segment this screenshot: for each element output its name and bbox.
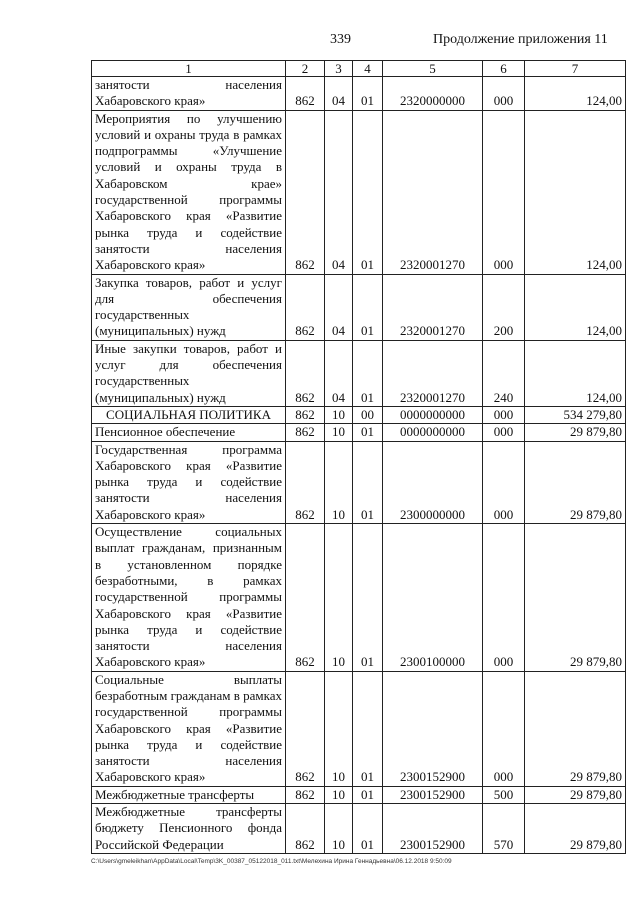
row-subsection-code: 01 — [353, 441, 383, 523]
row-subsection-code: 01 — [353, 671, 383, 786]
row-expense-type: 000 — [483, 77, 525, 111]
table-row — [92, 110, 626, 274]
row-target-code: 2320001270 — [383, 110, 483, 274]
table-row — [92, 340, 626, 406]
row-expense-type: 240 — [483, 340, 525, 406]
row-expense-type: 000 — [483, 441, 525, 523]
row-target-code: 0000000000 — [383, 424, 483, 441]
row-target-code: 2300152900 — [383, 786, 483, 803]
row-name: Осуществление социальных выплат гражданам, признанным в установленном порядке безработными, в рамках государственной программы Хабаровского края «Развитие рынка труда и содействие занятости населения Хабаровского края» — [92, 524, 286, 672]
row-ved-code: 862 — [286, 671, 325, 786]
row-expense-type: 000 — [483, 671, 525, 786]
table-row — [92, 441, 626, 523]
col-header-1: 1 — [92, 61, 286, 77]
row-expense-type: 000 — [483, 406, 525, 423]
row-target-code: 0000000000 — [383, 406, 483, 423]
row-amount: 29 879,80 — [525, 424, 626, 441]
page-number: 339 — [330, 32, 351, 47]
row-amount: 29 879,80 — [525, 804, 626, 854]
row-subsection-code: 01 — [353, 77, 383, 111]
row-section-code: 10 — [325, 441, 353, 523]
row-target-code: 2300152900 — [383, 671, 483, 786]
row-name: Мероприятия по улучшению условий и охраны труда в рамках подпрограммы «Улучшение условий и охраны труда в Хабаровском крае» государственной программы Хабаровского края «Развитие рынка труда и содействие занятости населения Хабаровского края» — [92, 110, 286, 274]
header-row — [92, 61, 626, 77]
row-name: Иные закупки товаров, работ и услуг для обеспечения государственных (муниципальных) нужд — [92, 340, 286, 406]
row-name: Государственная программа Хабаровского края «Развитие рынка труда и содействие занятости населения Хабаровского края» — [92, 441, 286, 523]
table-row — [92, 786, 626, 803]
table-row — [92, 406, 626, 423]
row-amount: 124,00 — [525, 77, 626, 111]
row-section-code: 10 — [325, 804, 353, 854]
row-section-code: 10 — [325, 424, 353, 441]
row-ved-code: 862 — [286, 786, 325, 803]
row-amount: 124,00 — [525, 340, 626, 406]
row-amount: 124,00 — [525, 274, 626, 340]
col-header-3: 3 — [325, 61, 353, 77]
col-header-7: 7 — [525, 61, 626, 77]
table-row — [92, 804, 626, 854]
row-amount: 29 879,80 — [525, 524, 626, 672]
row-section-code: 10 — [325, 671, 353, 786]
row-ved-code: 862 — [286, 424, 325, 441]
row-target-code: 2300100000 — [383, 524, 483, 672]
table-row — [92, 524, 626, 672]
col-header-2: 2 — [286, 61, 325, 77]
row-amount: 29 879,80 — [525, 671, 626, 786]
col-header-4: 4 — [353, 61, 383, 77]
row-subsection-code: 00 — [353, 406, 383, 423]
row-subsection-code: 01 — [353, 274, 383, 340]
row-subsection-code: 01 — [353, 804, 383, 854]
table-row — [92, 274, 626, 340]
row-expense-type: 570 — [483, 804, 525, 854]
row-expense-type: 000 — [483, 110, 525, 274]
table-row — [92, 671, 626, 786]
row-expense-type: 200 — [483, 274, 525, 340]
row-expense-type: 000 — [483, 424, 525, 441]
budget-table — [91, 60, 626, 854]
col-header-6: 6 — [483, 61, 525, 77]
file-path-footer: C:\Users\gmeleikhan\AppData\Local\Temp\3K_00387_05122018_011.txt\Мелехина Ирина Геннадьевна\06.12.2018 9:50:09 — [91, 858, 452, 865]
row-name: СОЦИАЛЬНАЯ ПОЛИТИКА — [92, 406, 286, 423]
row-target-code: 2320001270 — [383, 274, 483, 340]
row-ved-code: 862 — [286, 441, 325, 523]
row-section-code: 10 — [325, 524, 353, 672]
row-name: Межбюджетные трансферты бюджету Пенсионного фонда Российской Федерации — [92, 804, 286, 854]
row-amount: 29 879,80 — [525, 786, 626, 803]
row-section-code: 10 — [325, 406, 353, 423]
row-expense-type: 500 — [483, 786, 525, 803]
row-subsection-code: 01 — [353, 786, 383, 803]
row-name: Пенсионное обеспечение — [92, 424, 286, 441]
row-amount: 29 879,80 — [525, 441, 626, 523]
row-section-code: 10 — [325, 786, 353, 803]
row-subsection-code: 01 — [353, 424, 383, 441]
continuation-title: Продолжение приложения 11 — [433, 32, 608, 47]
row-name: Социальные выплаты безработным гражданам в рамках государственной программы Хабаровского края «Развитие рынка труда и содействие занятости населения Хабаровского края» — [92, 671, 286, 786]
row-subsection-code: 01 — [353, 110, 383, 274]
row-section-code: 04 — [325, 110, 353, 274]
row-ved-code: 862 — [286, 524, 325, 672]
table-row — [92, 77, 626, 111]
row-target-code: 2300000000 — [383, 441, 483, 523]
row-ved-code: 862 — [286, 804, 325, 854]
row-ved-code: 862 — [286, 406, 325, 423]
row-section-code: 04 — [325, 274, 353, 340]
row-section-code: 04 — [325, 77, 353, 111]
row-target-code: 2320001270 — [383, 340, 483, 406]
row-subsection-code: 01 — [353, 524, 383, 672]
row-amount: 534 279,80 — [525, 406, 626, 423]
row-section-code: 04 — [325, 340, 353, 406]
row-target-code: 2300152900 — [383, 804, 483, 854]
row-name: занятости населения Хабаровского края» — [92, 77, 286, 111]
row-ved-code: 862 — [286, 340, 325, 406]
row-target-code: 2320000000 — [383, 77, 483, 111]
col-header-5: 5 — [383, 61, 483, 77]
row-ved-code: 862 — [286, 274, 325, 340]
row-amount: 124,00 — [525, 110, 626, 274]
table-row — [92, 424, 626, 441]
row-ved-code: 862 — [286, 77, 325, 111]
row-subsection-code: 01 — [353, 340, 383, 406]
row-expense-type: 000 — [483, 524, 525, 672]
row-ved-code: 862 — [286, 110, 325, 274]
row-name: Закупка товаров, работ и услуг для обеспечения государственных (муниципальных) нужд — [92, 274, 286, 340]
row-name: Межбюджетные трансферты — [92, 786, 286, 803]
